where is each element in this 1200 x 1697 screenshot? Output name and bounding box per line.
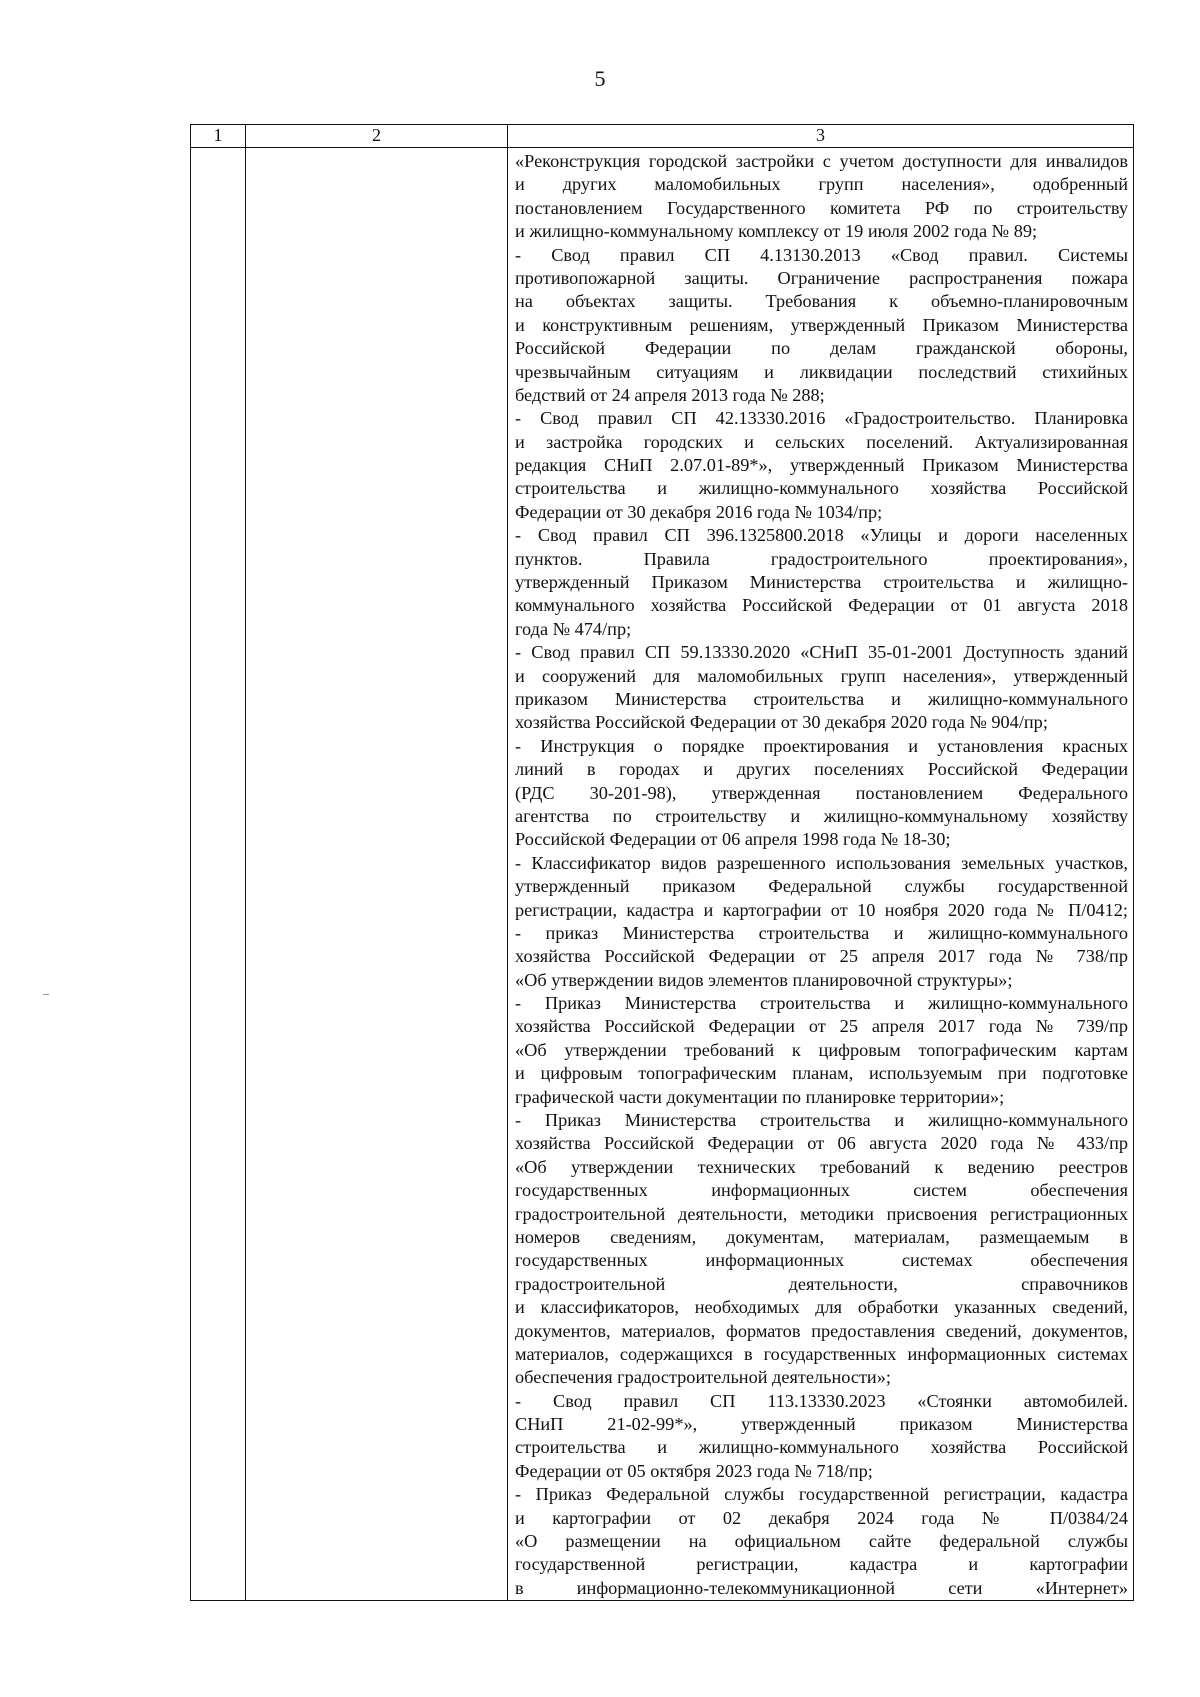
text-line: и застройка городских и сельских поселений. Актуализированная: [515, 431, 1128, 452]
text-line: Федерации от 30 декабря 2016 года № 1034/пр;: [515, 501, 883, 522]
text-line: чрезвычайным ситуациям и ликвидации последствий стихийных: [515, 361, 1128, 382]
text-line: пунктов. Правила градостроительного проектирования»,: [515, 548, 1128, 569]
text-line: и жилищно-коммунальному комплексу от 19 июля 2002 года № 89;: [515, 221, 1038, 242]
text-line: бедствий от 24 апреля 2013 года № 288;: [515, 384, 825, 405]
text-line: государственных информационных системах обеспечения: [515, 1250, 1128, 1271]
text-line: Федерации от 05 октября 2023 года № 718/пр;: [515, 1460, 873, 1481]
text-line: документов, материалов, форматов предоставления сведений, документов,: [515, 1320, 1128, 1341]
text-line: и конструктивным решениям, утвержденный Приказом Министерства: [515, 314, 1128, 335]
text-line: на объектах защиты. Требования к объемно-планировочным: [515, 291, 1128, 312]
text-line: - Свод правил СП 42.13330.2016 «Градостроительство. Планировка: [515, 408, 1128, 429]
text-line: номеров сведениям, документам, материалам, размещаемым в: [515, 1226, 1128, 1247]
text-line: в информационно-телекоммуникационной сети «Интернет»: [515, 1577, 1128, 1598]
text-line: - Свод правил СП 4.13130.2013 «Свод правил. Системы: [515, 244, 1128, 265]
text-line: регистрации, кадастра и картографии от 10 ноября 2020 года № П/0412;: [515, 899, 1128, 920]
text-line: «Об утверждении видов элементов планировочной структуры»;: [515, 969, 1013, 990]
text-line: Российской Федерации от 06 апреля 1998 года № 18-30;: [515, 829, 951, 850]
column-header-3: 3: [508, 125, 1134, 148]
text-line: «О размещении на официальном сайте федеральной службы: [515, 1531, 1128, 1552]
text-line: хозяйства Российской Федерации от 25 апреля 2017 года № 739/пр: [515, 1016, 1128, 1037]
regulation-list-text: [515, 150, 1128, 1600]
column-header-2: 2: [246, 125, 508, 148]
text-line: «Реконструкция городской застройки с учетом доступности для инвалидов: [515, 151, 1128, 171]
text-line: - приказ Министерства строительства и жилищно-коммунального: [515, 922, 1128, 943]
text-line: противопожарной защиты. Ограничение распространения пожара: [515, 267, 1128, 288]
document-table: [190, 124, 1134, 1601]
text-line: хозяйства Российской Федерации от 25 апреля 2017 года № 738/пр: [515, 946, 1128, 967]
text-line: и других маломобильных групп населения», одобренный: [515, 174, 1128, 195]
text-line: материалов, содержащихся в государственных информационных системах: [515, 1343, 1128, 1364]
text-line: и классификаторов, необходимых для обработки указанных сведений,: [515, 1297, 1128, 1318]
text-line: агентства по строительству и жилищно-коммунальному хозяйству: [515, 805, 1128, 826]
text-line: редакция СНиП 2.07.01-89*», утвержденный Приказом Министерства: [515, 455, 1128, 476]
text-line: линий в городах и других поселениях Российской Федерации: [515, 759, 1128, 780]
text-line: градостроительной деятельности, методики присвоения регистрационных: [515, 1203, 1128, 1224]
text-line: государственной регистрации, кадастра и картографии: [515, 1554, 1128, 1575]
text-line: - Свод правил СП 59.13330.2020 «СНиП 35-01-2001 Доступность зданий: [515, 642, 1128, 663]
text-line: утвержденный приказом Федеральной службы государственной: [515, 876, 1128, 897]
text-line: графической части документации по планировке территории»;: [515, 1086, 1005, 1107]
text-line: утвержденный Приказом Министерства строительства и жилищно-: [515, 572, 1128, 593]
text-line: «Об утверждении требований к цифровым топографическим картам: [515, 1039, 1128, 1060]
text-line: и картографии от 02 декабря 2024 года № П/0384/24: [515, 1507, 1128, 1528]
text-line: (РДС 30-201-98), утвержденная постановлением Федерального: [515, 782, 1128, 803]
text-line: года № 474/пр;: [515, 618, 632, 639]
text-line: - Приказ Министерства строительства и жилищно-коммунального: [515, 993, 1128, 1014]
text-line: хозяйства Российской Федерации от 30 декабря 2020 года № 904/пр;: [515, 712, 1048, 733]
text-line: - Приказ Министерства строительства и жилищно-коммунального: [515, 1110, 1128, 1131]
scan-margin-mark: [43, 994, 49, 995]
cell-column-2: [246, 148, 508, 1601]
table-row: [191, 148, 1134, 1601]
text-line: государственных информационных систем обеспечения: [515, 1180, 1128, 1201]
text-line: - Приказ Федеральной службы государственной регистрации, кадастра: [515, 1484, 1128, 1505]
text-line: СНиП 21-02-99*», утвержденный приказом Министерства: [515, 1414, 1128, 1435]
column-header-1: 1: [191, 125, 246, 148]
text-line: постановлением Государственного комитета РФ по строительству: [515, 197, 1128, 218]
text-line: строительства и жилищно-коммунального хозяйства Российской: [515, 1437, 1128, 1458]
text-line: «Об утверждении технических требований к ведению реестров: [515, 1156, 1128, 1177]
text-line: - Инструкция о порядке проектирования и установления красных: [515, 735, 1128, 756]
cell-column-3: [508, 148, 1134, 1601]
text-line: обеспечения градостроительной деятельности»;: [515, 1367, 891, 1388]
cell-column-1: [191, 148, 246, 1601]
text-line: и сооружений для маломобильных групп населения», утвержденный: [515, 665, 1128, 686]
text-line: приказом Министерства строительства и жилищно-коммунального: [515, 688, 1128, 709]
text-line: - Свод правил СП 396.1325800.2018 «Улицы и дороги населенных: [515, 525, 1128, 546]
table-header-row: [191, 125, 1134, 148]
text-line: градостроительной деятельности, справочников: [515, 1273, 1128, 1294]
text-line: хозяйства Российской Федерации от 06 августа 2020 года № 433/пр: [515, 1133, 1128, 1154]
text-line: Российской Федерации по делам гражданской обороны,: [515, 338, 1128, 359]
text-line: - Свод правил СП 113.13330.2023 «Стоянки автомобилей.: [515, 1390, 1128, 1411]
text-line: и цифровым топографическим планам, используемым при подготовке: [515, 1063, 1128, 1084]
text-line: строительства и жилищно-коммунального хозяйства Российской: [515, 478, 1128, 499]
text-line: - Классификатор видов разрешенного использования земельных участков,: [515, 852, 1128, 873]
page-number: 5: [594, 66, 606, 91]
text-line: коммунального хозяйства Российской Федерации от 01 августа 2018: [515, 595, 1128, 616]
